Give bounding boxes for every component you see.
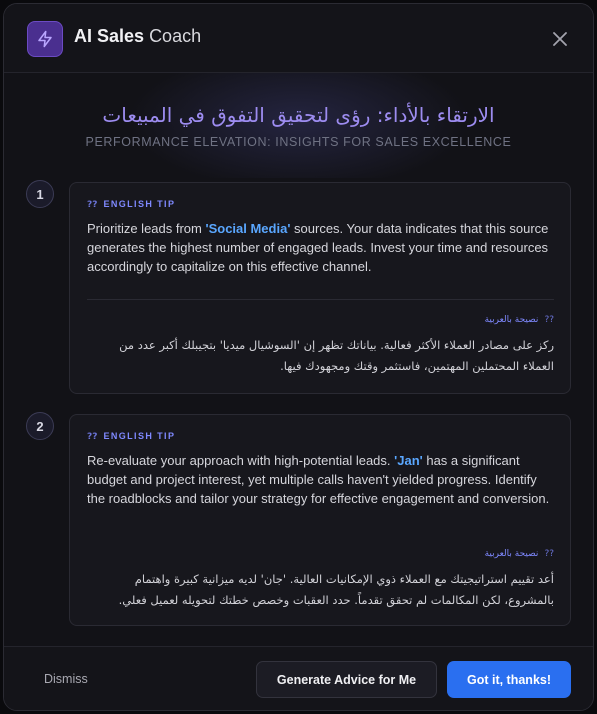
- hero-section: [4, 73, 593, 178]
- tip-text-part: Prioritize leads from: [87, 221, 206, 236]
- arabic-tip-label-text: نصيحة بالعربية: [484, 315, 539, 325]
- arabic-tip-label: [485, 549, 554, 559]
- app-title-rest: Coach: [149, 26, 202, 46]
- modal-header: [4, 4, 593, 73]
- english-tip-label: [87, 431, 175, 442]
- flag-icon: ??: [544, 315, 554, 325]
- english-tip-label-text: ENGLISH TIP: [103, 199, 176, 209]
- english-tip-text: [87, 451, 554, 508]
- tip-highlight: 'Jan': [394, 453, 423, 468]
- tip-card: [69, 414, 571, 626]
- arabic-tip-text: أعد تقييم استراتيجيتك مع العملاء ذوي الإمكانيات العالية. 'جان' لديه ميزانية كبيرة واهتمام بالمشروع، لكن المكالمات لم تحقق تقدماً. حدد العقبات وخصص خطتك لتحويله لعميل فعلي.: [118, 572, 554, 607]
- generate-advice-button[interactable]: Generate Advice for Me: [256, 661, 437, 698]
- english-tip-label: [87, 199, 175, 210]
- tip-text-part: Re-evaluate your approach with high-potential leads.: [87, 453, 395, 468]
- arabic-tip-label-text: نصيحة بالعربية: [484, 549, 539, 559]
- tip-highlight: 'Social Media': [205, 221, 291, 236]
- app-title: [74, 26, 201, 47]
- tip-text-part: has a significant budget and project interest, yet multiple calls haven't yielded progress. Identify the roadblocks and tailor your strategy for effective engagement and conversion.: [87, 453, 550, 506]
- divider: [87, 299, 554, 300]
- english-tip-text: [87, 219, 554, 276]
- tip-number-badge: 1: [26, 180, 54, 208]
- ai-sales-coach-modal: [3, 3, 594, 711]
- arabic-tip-label: [485, 315, 554, 325]
- flag-icon: ??: [87, 200, 98, 210]
- flag-icon: ??: [87, 432, 98, 442]
- flag-icon: ??: [544, 549, 554, 559]
- arabic-tip-text: ركز على مصادر العملاء الأكثر فعالية. بياناتك تظهر إن 'السوشيال ميديا' بتجيبلك أكبر عدد من العملاء المحتملين المهتمين، فاستثمر وقتك ومجهودك فيها.: [119, 338, 554, 373]
- hero-subtitle: PERFORMANCE ELEVATION: INSIGHTS FOR SALES EXCELLENCE: [85, 135, 512, 149]
- tip-card: [69, 182, 571, 394]
- app-title-bold: AI Sales: [74, 26, 145, 46]
- close-icon[interactable]: [549, 28, 571, 50]
- modal-footer: [4, 646, 593, 710]
- dismiss-button[interactable]: Dismiss: [44, 672, 88, 686]
- got-it-button[interactable]: Got it, thanks!: [447, 661, 571, 698]
- tip-number-badge: 2: [26, 412, 54, 440]
- lightning-bolt-icon: [27, 21, 63, 57]
- english-tip-label-text: ENGLISH TIP: [103, 431, 176, 441]
- hero-title-arabic: الارتقاء بالأداء: رؤى لتحقيق التفوق في المبيعات: [102, 103, 495, 127]
- tip-text-part: sources. Your data indicates that this source generates the highest number of engaged leads. Invest your time and resources accordingly to capitalize on this effective channel.: [87, 221, 549, 274]
